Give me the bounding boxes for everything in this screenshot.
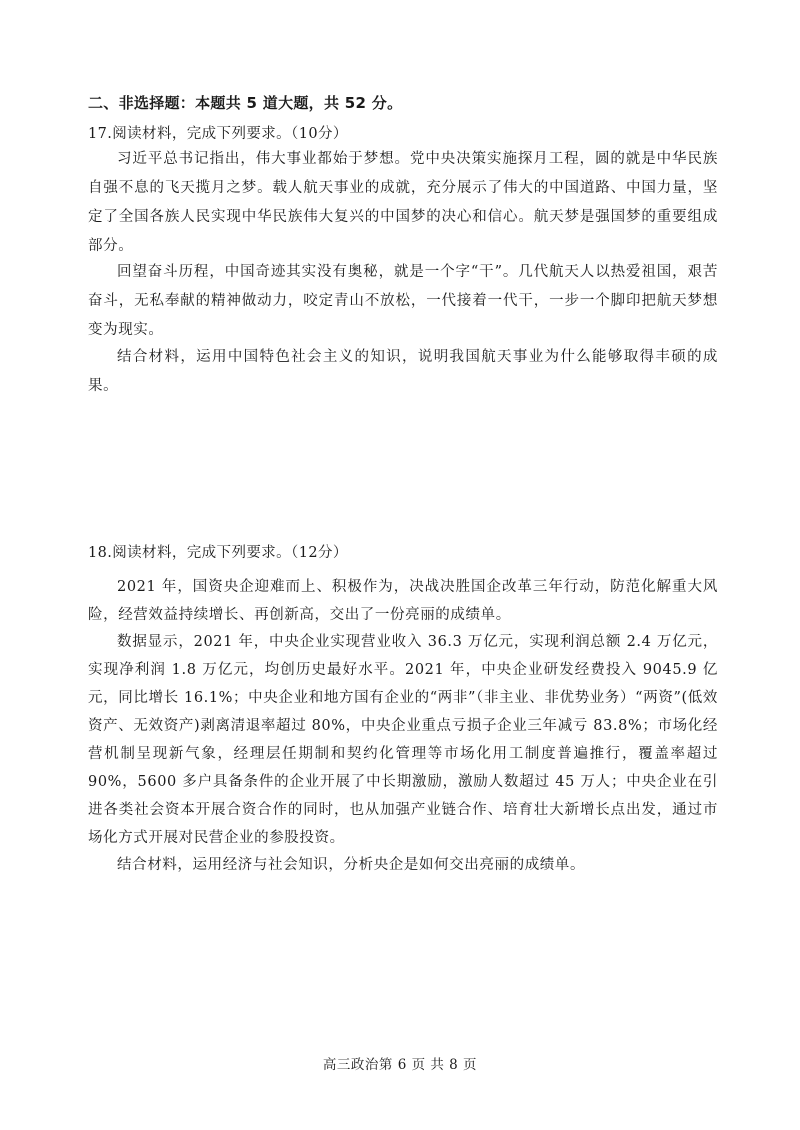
question-18-paragraph-2: 数据显示，2021 年，中央企业实现营业收入 36.3 万亿元，实现利润总额 2.4 万亿元，实现净利润 1.8 万亿元，均创历史最好水平。2021 年，中央企业研发经费投入 9045.9 亿元，同比增长 16.1%；中央企业和地方国有企业的“两非”（非主业、非优势业务）“两资”(低效资产、无效资产)剥离清退率超过 80%，中央企业重点亏损子企业三年减亏 83.8%；市场化经营机制呈现新气象，经理层任期制和契约化管理等市场化用工制度普遍推行，覆盖率超过 90%，5600 多户具备条件的企业开展了中长期激励，激励人数超过 45 万人；中央企业在引进各类社会资本开展合资合作的同时，也从加强产业链合作、培育壮大新增长点出发，通过市场化方式开展对民营企业的参股投资。 [88,634,718,846]
question-17-paragraph-1: 习近平总书记指出，伟大事业都始于梦想。党中央决策实施探月工程，圆的就是中华民族自强不息的飞天揽月之梦。载人航天事业的成就，充分展示了伟大的中国道路、中国力量，坚定了全国各族人民实现中华民族伟大复兴的中国梦的决心和信心。航天梦是强国梦的重要组成部分。 [88,151,718,254]
question-17-heading: 17.阅读材料，完成下列要求。（10分） [88,126,348,142]
question-17-paragraph-2: 回望奋斗历程，中国奇迹其实没有奥秘，就是一个字“干”。几代航天人以热爱祖国，艰苦奋斗，无私奉献的精神做动力，咬定青山不放松，一代接着一代干，一步一个脚印把航天梦想变为现实。 [88,264,718,338]
page-footer: 高三政治第 6 页 共 8 页 [322,1057,478,1073]
question-18-heading: 18.阅读材料，完成下列要求。（12分） [88,545,348,561]
question-17-paragraph-3: 结合材料，运用中国特色社会主义的知识，说明我国航天事业为什么能够取得丰硕的成果。 [88,349,718,394]
question-18-paragraph-1: 2021 年，国资央企迎难而上、积极作为，决战决胜国企改革三年行动，防范化解重大风险，经营效益持续增长、再创新高，交出了一份亮丽的成绩单。 [88,579,718,623]
section-title: 二、非选择题：本题共 5 道大题，共 52 分。 [88,94,403,112]
question-18-paragraph-3: 结合材料，运用经济与社会知识，分析央企是如何交出亮丽的成绩单。 [117,857,586,873]
